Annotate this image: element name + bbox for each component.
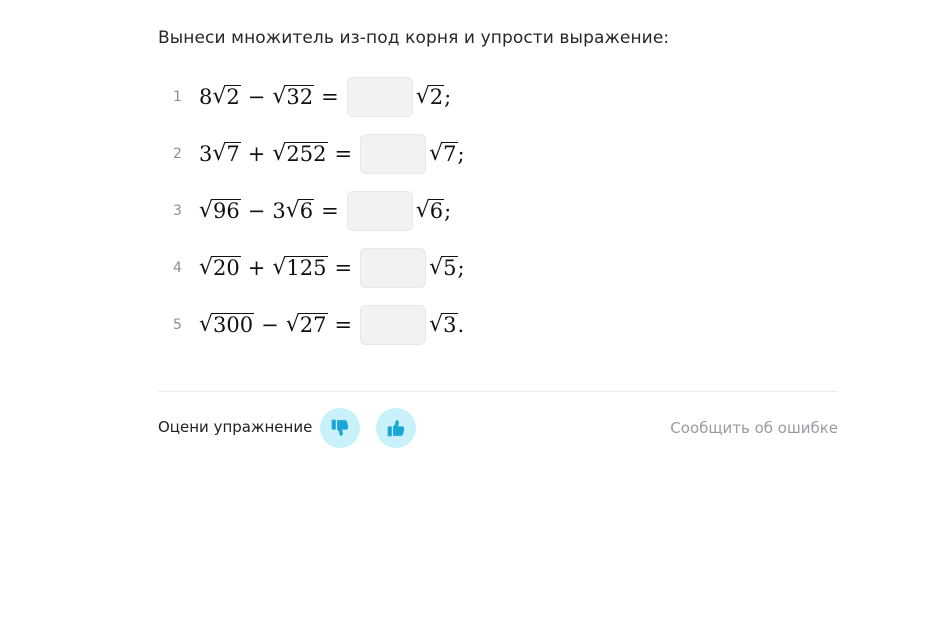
radicand: 2 [226, 84, 240, 109]
operator: + [247, 256, 266, 280]
thumbs-up-icon [386, 418, 406, 438]
exercise-number: 2 [173, 146, 182, 162]
radicand: 32 [286, 84, 314, 109]
operator: − [247, 199, 266, 223]
sqrt: √ 2 [212, 84, 240, 110]
radicand: 252 [286, 141, 327, 166]
radicand: 6 [299, 198, 314, 223]
result-sqrt: √ 3 [429, 312, 457, 338]
radicand: 125 [286, 255, 327, 280]
answer-input[interactable] [360, 305, 426, 345]
coefficient: 8 [199, 85, 213, 109]
result-sqrt: √ 2 [415, 84, 444, 110]
exercise-expression [199, 305, 464, 345]
equals-sign: = [334, 256, 353, 280]
divider [158, 391, 838, 392]
sqrt: √ 7 [212, 141, 240, 167]
like-button[interactable] [376, 408, 416, 448]
operator: − [261, 313, 279, 337]
result-sqrt: √ 6 [415, 198, 444, 224]
coefficient: 3 [272, 199, 286, 223]
radicand: 27 [299, 312, 327, 337]
punctuation: ; [444, 85, 452, 109]
radicand: 20 [213, 255, 240, 280]
exercise-number: 1 [173, 89, 182, 105]
coefficient: 3 [199, 142, 213, 166]
equals-sign: = [334, 313, 353, 337]
exercise-expression [199, 191, 451, 231]
rate-label: Оцени упражнение [158, 418, 313, 436]
equals-sign: = [334, 142, 353, 166]
punctuation: ; [457, 256, 465, 280]
radicand: 96 [213, 198, 240, 223]
radicand: 3 [443, 312, 457, 337]
punctuation: ; [444, 199, 452, 223]
exercise-number: 4 [173, 260, 182, 276]
radicand: 2 [429, 84, 444, 109]
sqrt: √ 6 [285, 198, 314, 224]
exercise-number: 5 [173, 317, 182, 333]
radicand: 7 [443, 141, 457, 166]
sqrt: √ 125 [272, 255, 327, 281]
answer-input[interactable] [360, 248, 426, 288]
radicand: 6 [429, 198, 444, 223]
dislike-button[interactable] [320, 408, 360, 448]
sqrt: √ 252 [272, 141, 327, 167]
radicand: 5 [443, 255, 457, 280]
equals-sign: = [321, 199, 339, 223]
operator: − [247, 85, 266, 109]
exercise-expression [199, 77, 451, 117]
punctuation: ; [457, 142, 465, 166]
answer-input[interactable] [360, 134, 426, 174]
thumbs-down-icon [330, 418, 350, 438]
result-sqrt: √ 5 [429, 255, 457, 281]
radicand: 7 [226, 141, 240, 166]
sqrt: √ 32 [272, 84, 314, 110]
equals-sign: = [321, 85, 339, 109]
exercise-number: 3 [173, 203, 182, 219]
answer-input[interactable] [347, 191, 413, 231]
report-error-link[interactable]: Сообщить об ошибке [670, 419, 838, 437]
sqrt: √ 20 [199, 255, 240, 281]
punctuation: . [457, 313, 465, 337]
radicand: 300 [213, 312, 254, 337]
sqrt: √ 300 [199, 312, 254, 338]
exercise-expression [199, 248, 465, 288]
sqrt: √ 27 [285, 312, 327, 338]
task-title: Вынеси множитель из-под корня и упрости выражение: [158, 28, 670, 48]
sqrt: √ 96 [199, 198, 240, 224]
result-sqrt: √ 7 [429, 141, 457, 167]
answer-input[interactable] [347, 77, 413, 117]
operator: + [247, 142, 266, 166]
exercise-expression [199, 134, 465, 174]
